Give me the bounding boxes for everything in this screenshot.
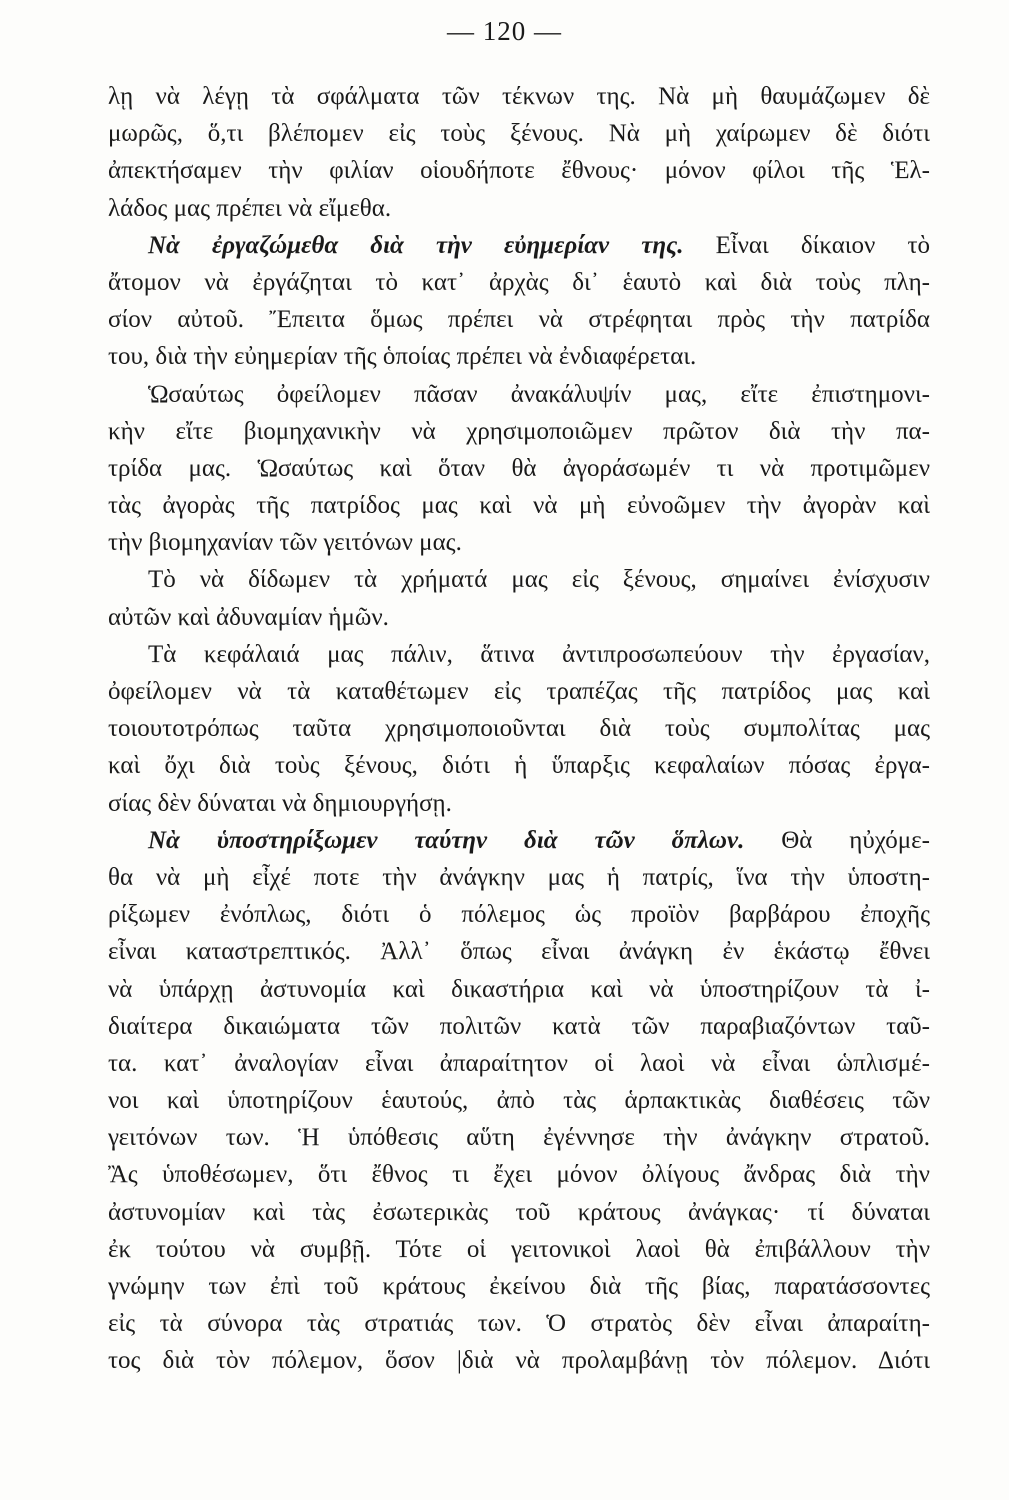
text-line: Ὡσαύτως ὀφείλομεν πᾶσαν ἀνακάλυψίν μας, εἴτε ἐπιστημονι- bbox=[148, 380, 930, 408]
text-line: εἰς τὰ σύνορα τὰς στρατιάς των. Ὁ στρατὸς δὲν εἶναι ἀπαραίτη- bbox=[108, 1310, 930, 1338]
section-heading: Νὰ ὑποστηρίξωμεν ταύτην διὰ τῶν ὅπλων. bbox=[148, 826, 745, 854]
text-line: τοιουτοτρόπως ταῦτα χρησιμοποιοῦνται διὰ τοὺς συμπολίτας μας bbox=[108, 715, 930, 743]
text-line: Ἂς ὑποθέσωμεν, ὅτι ἔθνος τι ἔχει μόνον ὀλίγους ἄνδρας διὰ τὴν bbox=[108, 1161, 930, 1189]
text-line: θα νὰ μὴ εἶχέ ποτε τὴν ἀνάγκην μας ἡ πατρίς, ἵνα τὴν ὑποστη- bbox=[108, 863, 930, 891]
text-line: σίον αὐτοῦ. Ἔπειτα ὅμως πρέπει νὰ στρέφηται πρὸς τὴν πατρίδα bbox=[108, 306, 930, 334]
text-run: Θὰ ηὐχόμε- bbox=[744, 826, 930, 854]
text-line: λῃ νὰ λέγῃ τὰ σφάλματα τῶν τέκνων της. Νὰ μὴ θαυμάζωμεν δὲ bbox=[108, 83, 930, 110]
text-line: γειτόνων των. Ἡ ὑπόθεσις αὕτη ἐγέννησε τὴν ἀνάγκην στρατοῦ. bbox=[108, 1124, 930, 1152]
text-line: τὰς ἀγορὰς τῆς πατρίδος μας καὶ νὰ μὴ εὐνοῶμεν τὴν ἀγορὰν καὶ bbox=[108, 492, 930, 520]
page-number: — 120 — bbox=[447, 16, 562, 46]
text-line: τα. κατ᾽ ἀναλογίαν εἶναι ἀπαραίτητον οἱ λαοὶ νὰ εἶναι ὡπλισμέ- bbox=[108, 1049, 930, 1077]
text-line: ρίξωμεν ἐνόπλως, διότι ὁ πόλεμος ὡς προϊὸν βαρβάρου ἐποχῆς bbox=[108, 901, 930, 929]
text-line: νὰ ὑπάρχῃ ἀστυνομία καὶ δικαστήρια καὶ νὰ ὑποστηρίζουν τὰ ἰ- bbox=[108, 975, 930, 1003]
text-line: γνώμην των ἐπὶ τοῦ κράτους ἐκείνου διὰ τῆς βίας, παρατάσσοντες bbox=[108, 1273, 930, 1300]
text-line bbox=[108, 227, 930, 264]
body-text bbox=[108, 78, 930, 1380]
section-heading: Νὰ ἐργαζώμεθα διὰ τὴν εὐημερίαν της. bbox=[148, 231, 684, 259]
text-line: νοι καὶ ὑποτηρίζουν ἑαυτούς, ἀπὸ τὰς ἁρπακτικὰς διαθέσεις τῶν bbox=[108, 1087, 930, 1115]
text-line: τὴν βιομηχανίαν τῶν γειτόνων μας. bbox=[108, 529, 462, 557]
text-line: ἄτομον νὰ ἐργάζηται τὸ κατ᾽ ἀρχὰς δι᾽ ἑαυτὸ καὶ διὰ τοὺς πλη- bbox=[108, 268, 930, 296]
text-line: του, διὰ τὴν εὐημερίαν τῆς ὁποίας πρέπει νὰ ἐνδιαφέρεται. bbox=[108, 343, 697, 371]
text-line: μωρῶς, ὅ,τι βλέπομεν εἰς τοὺς ξένους. Νὰ μὴ χαίρωμεν δὲ διότι bbox=[108, 120, 930, 148]
text-line: λάδος μας πρέπει νὰ εἴμεθα. bbox=[108, 194, 392, 222]
text-line: καὶ ὄχι διὰ τοὺς ξένους, διότι ἡ ὕπαρξις κεφαλαίων πόσας ἐργα- bbox=[108, 752, 930, 780]
text-line bbox=[108, 822, 930, 859]
text-run: Εἶναι δίκαιον τὸ bbox=[683, 231, 930, 259]
text-line: τος διὰ τὸν πόλεμον, ὅσον |διὰ νὰ προλαμβάνῃ τὸν πόλεμον. Διότι bbox=[108, 1347, 930, 1375]
text-line: Τὸ νὰ δίδωμεν τὰ χρήματά μας εἰς ξένους, σημαίνει ἐνίσχυσιν bbox=[148, 566, 930, 594]
text-line: εἶναι καταστρεπτικός. Ἀλλ᾽ ὅπως εἶναι ἀνάγκη ἐν ἑκάστῳ ἔθνει bbox=[108, 938, 930, 966]
text-line: ἀστυνομίαν καὶ τὰς ἐσωτερικὰς τοῦ κράτους ἀνάγκας· τί δύναται bbox=[108, 1198, 930, 1226]
text-line: αὐτῶν καὶ ἀδυναμίαν ἡμῶν. bbox=[108, 603, 389, 631]
text-line: Τὰ κεφάλαιά μας πάλιν, ἅτινα ἀντιπροσωπεύουν τὴν ἐργασίαν, bbox=[148, 640, 930, 668]
text-line: σίας δὲν δύναται νὰ δημιουργήσῃ. bbox=[108, 789, 452, 817]
text-line: ἀπεκτήσαμεν τὴν φιλίαν οἱουδήποτε ἔθνους· μόνον φίλοι τῆς Ἑλ- bbox=[108, 157, 930, 185]
text-line: κὴν εἴτε βιομηχανικὴν νὰ χρησιμοποιῶμεν πρῶτον διὰ τὴν πα- bbox=[108, 417, 930, 445]
text-line: διαίτερα δικαιώματα τῶν πολιτῶν κατὰ τῶν παραβιαζόντων ταῦ- bbox=[108, 1012, 930, 1040]
text-line: ὀφείλομεν νὰ τὰ καταθέτωμεν εἰς τραπέζας τῆς πατρίδος μας καὶ bbox=[108, 678, 930, 705]
text-line: ἐκ τούτου νὰ συμβῇ. Τότε οἱ γειτονικοὶ λαοὶ θὰ ἐπιβάλλουν τὴν bbox=[108, 1235, 930, 1263]
text-line: τρίδα μας. Ὡσαύτως καὶ ὅταν θὰ ἀγοράσωμέν τι νὰ προτιμῶμεν bbox=[108, 454, 930, 482]
